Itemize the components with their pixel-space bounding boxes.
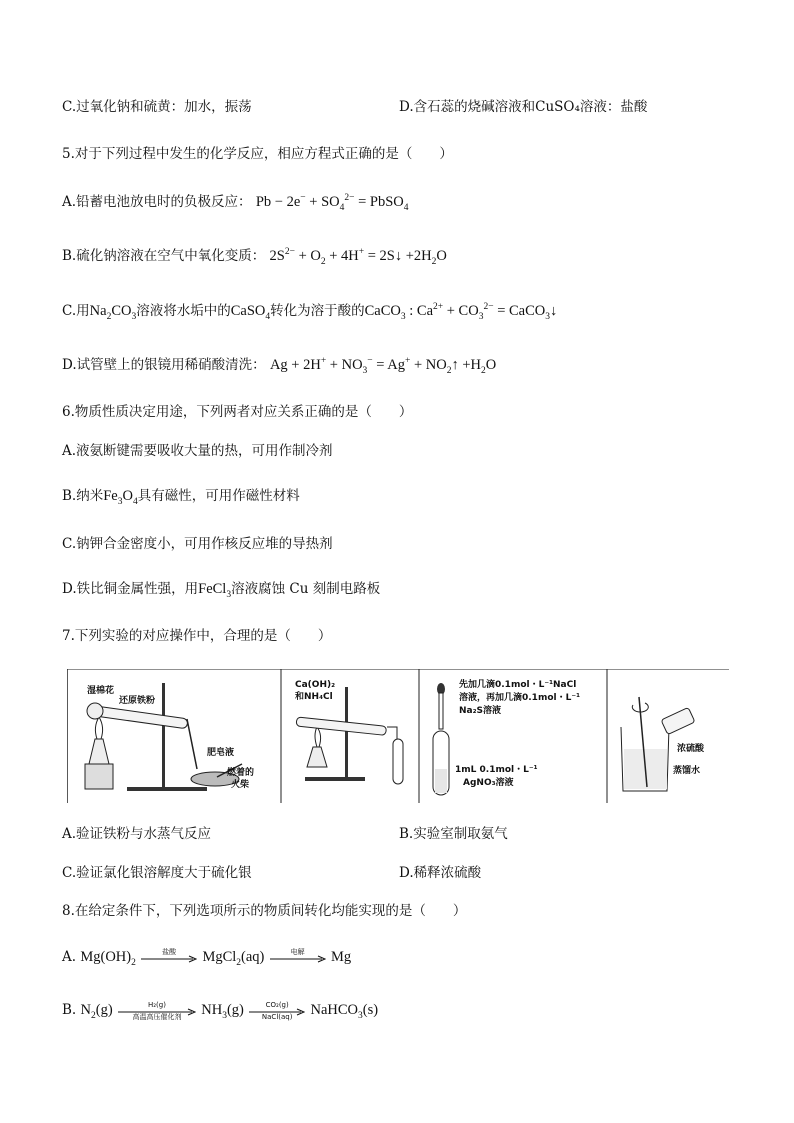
q5-option-c: C.用$Na_2CO_3$溶液将水垢中的CaSO$_4$转化为溶于酸的CaCO$_3$ : $Ca^{2+} + CO_3^{2-}$ = CaCO$_3$↓: [62, 302, 558, 322]
q7-option-d: D.稀释浓硫酸: [399, 865, 482, 881]
q5-option-b: [62, 246, 447, 266]
q5-option-d: [62, 355, 496, 375]
q5-a-equation: $Pb - 2e^- + SO_4^{2-}$ = PbSO$_4$: [255, 193, 409, 213]
p1-match-label2: 火柴: [231, 780, 250, 790]
q5-option-a: [62, 192, 409, 212]
p3-note2: 溶液，再加几滴0.1mol・L⁻¹: [459, 693, 581, 703]
q5-c-text2: 溶液将水垢中的: [136, 303, 231, 319]
p1-cotton-label: 湿棉花: [87, 686, 115, 696]
q8-a-arrow1: 盐酸: [141, 948, 197, 968]
q8-option-b: B. $N_2(g)$ H₂(g) 高温高压催化剂 $NH_3(g)$ CO₂(g) NaCl(aq) NaHCO$_3$(s): [62, 1000, 379, 1021]
q8-b-arrow1: H₂(g) 高温高压催化剂: [118, 1001, 196, 1021]
q5-b-equation: $2S^{2-} + O_2 + 4H^+$ = 2S↓ $+2H_2O$: [269, 247, 447, 267]
panel-silver-halide: [433, 678, 580, 795]
q7-experiment-figure: [67, 669, 729, 803]
q8-a-arrow2: 电解: [270, 948, 326, 968]
q6-stem: 6.物质性质决定用途，下列两者对应关系正确的是（ ）: [62, 404, 413, 420]
panel-ammonia: [295, 680, 403, 784]
q4-option-c: C.过氧化钠和硫黄：加水，振荡: [62, 99, 252, 115]
p2-reagent-label2: 和NH₄Cl: [295, 692, 333, 702]
q5-b-text: B.硫化钠溶液在空气中氧化变质：: [62, 248, 266, 264]
panel-iron-steam: [85, 683, 254, 791]
q4-option-d: D.含石蕊的烧碱溶液和CuSO₄溶液：盐酸: [399, 99, 648, 115]
q7-stem: 7.下列实验的对应操作中，合理的是（ ）: [62, 628, 332, 644]
p4-water-label: 蒸馏水: [673, 766, 701, 776]
p4-acid-label: 浓硫酸: [677, 744, 705, 754]
p3-note3: Na₂S溶液: [459, 706, 502, 716]
panel-dilute-acid: [621, 697, 705, 791]
q7-option-a: A.验证铁粉与水蒸气反应: [62, 826, 212, 842]
q5-d-text: D.试管壁上的银镜用稀硝酸清洗：: [62, 357, 266, 373]
p1-iron-label: 还原铁粉: [119, 696, 156, 706]
q5-c-equation: CaCO$_3$ : $Ca^{2+} + CO_3^{2-}$ = CaCO$_3$↓: [364, 302, 558, 322]
q5-d-equation: $Ag + 2H^+ + NO_3^- = Ag^+$ + $NO_2↑ +H_2O$: [269, 356, 497, 376]
q6-option-b: B.纳米$Fe_3O_4$具有磁性，可用作磁性材料: [62, 488, 300, 507]
p2-reagent-label1: Ca(OH)₂: [295, 680, 336, 690]
p3-vol1: 1mL 0.1mol・L⁻¹: [455, 765, 538, 775]
q6-option-c: C.钠钾合金密度小，可用作核反应堆的导热剂: [62, 536, 333, 552]
q5-c-text3: 转化为溶于酸的: [270, 303, 365, 319]
q8-option-a: A. $Mg(OH)_2$ 盐酸 MgCl$_2$(aq) 电解 Mg: [62, 947, 352, 968]
p3-note1: 先加几滴0.1mol・L⁻¹NaCl: [459, 680, 577, 690]
q7-option-c: C.验证氯化银溶解度大于硫化银: [62, 865, 252, 881]
q8-b-arrow2: CO₂(g) NaCl(aq): [249, 1001, 305, 1021]
q7-option-b: B.实验室制取氨气: [399, 826, 508, 842]
p1-soap-label: 肥皂液: [207, 748, 235, 758]
p1-match-label1: 燃着的: [227, 768, 255, 778]
q8-stem: 8.在给定条件下，下列选项所示的物质间转化均能实现的是（ ）: [62, 903, 467, 919]
q5-stem: 5.对于下列过程中发生的化学反应，相应方程式正确的是（ ）: [62, 146, 453, 162]
q6-option-a: A.液氨断键需要吸收大量的热，可用作制冷剂: [62, 443, 333, 459]
q5-c-text1: C.用: [62, 303, 90, 319]
q5-a-text: A.铅蓄电池放电时的负极反应：: [62, 194, 252, 210]
q6-option-d: D.铁比铜金属性强，用FeCl$_3$溶液腐蚀 Cu 刻制电路板: [62, 581, 381, 600]
q7-figure-svg: [67, 669, 729, 803]
p3-vol2: AgNO₃溶液: [463, 778, 514, 788]
